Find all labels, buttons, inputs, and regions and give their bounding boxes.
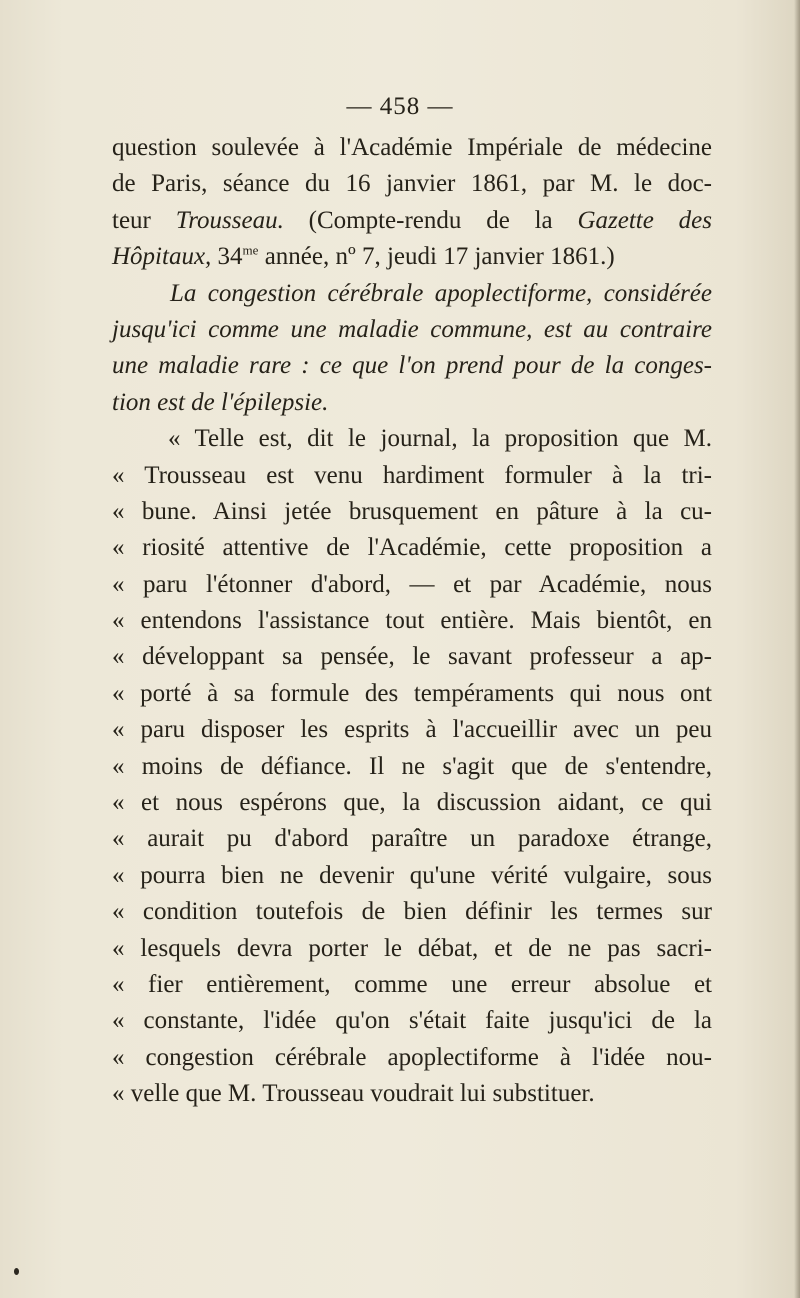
quote-line: « Trousseau est venu hardiment formuler à la tri- (112, 461, 712, 489)
citation-line (112, 239, 712, 275)
quote-line: « fier entièrement, comme une erreur absolue et (112, 970, 712, 998)
ink-spot (14, 1268, 19, 1275)
heading-line: jusqu'ici comme une maladie commune, est au contraire (112, 315, 712, 343)
citation-text: 34 (211, 243, 243, 271)
quote-line: « porté à sa formule des tempéraments qui nous ont (112, 679, 712, 707)
quote-line: « paru l'étonner d'abord, — et par Académie, nous (112, 570, 712, 598)
citation-text: année, nº 7, jeudi 17 janvier 1861.) (258, 243, 615, 271)
quote-line: « moins de défiance. Il ne s'agit que de s'entendre, (112, 752, 712, 780)
quote-line: « riosité attentive de l'Académie, cette proposition a (112, 534, 712, 562)
heading-line: tion est de l'épilepsie. (112, 388, 329, 416)
quote-line: « entendons l'assistance tout entière. Mais bientôt, en (112, 607, 712, 635)
quote-line: « développant sa pensée, le savant professeur a ap- (112, 643, 712, 671)
heading-line: La congestion cérébrale apoplectiforme, considérée (170, 279, 712, 307)
quote-line: « velle que M. Trousseau voudrait lui substituer. (112, 1080, 595, 1108)
quote-line: « paru disposer les esprits à l'accueillir avec un peu (112, 716, 712, 744)
citation-line: de Paris, séance du 16 janvier 1861, par M. le doc- (112, 170, 712, 198)
quote-line: « Telle est, dit le journal, la proposition que M. (168, 425, 712, 453)
quote-line: « congestion cérébrale apoplectiforme à l'idée nou- (112, 1043, 712, 1071)
page-body (112, 130, 712, 1113)
author-name: Trousseau. (175, 206, 284, 234)
quote-line: « et nous espérons que, la discussion aidant, ce qui (112, 789, 712, 817)
quote-line: « lesquels devra porter le débat, et de ne pas sacri- (112, 934, 712, 962)
citation-line: question soulevée à l'Académie Impériale de médecine (112, 134, 712, 161)
quote-line: « aurait pu d'abord paraître un paradoxe étrange, (112, 825, 712, 853)
page-gutter-shadow (794, 0, 800, 1298)
citation-line (112, 203, 712, 239)
quote-line: « condition toutefois de bien définir les termes sur (112, 898, 712, 926)
citation-text: teur (112, 206, 176, 234)
quote-line: « pourra bien ne devenir qu'une vérité vulgaire, sous (112, 861, 712, 889)
citation-text: (Compte-rendu de la (283, 206, 578, 234)
ordinal-suffix: me (242, 242, 259, 258)
journal-title: Hôpitaux, (112, 243, 212, 271)
page-number: — 458 — (346, 93, 454, 120)
quote-line: « bune. Ainsi jetée brusquement en pâture à la cu- (112, 497, 712, 525)
heading-line: une maladie rare : ce que l'on prend pour de la conges- (112, 352, 712, 380)
journal-title: Gazette des (577, 206, 712, 234)
quote-line: « constante, l'idée qu'on s'était faite jusqu'ici de la (112, 1007, 712, 1035)
